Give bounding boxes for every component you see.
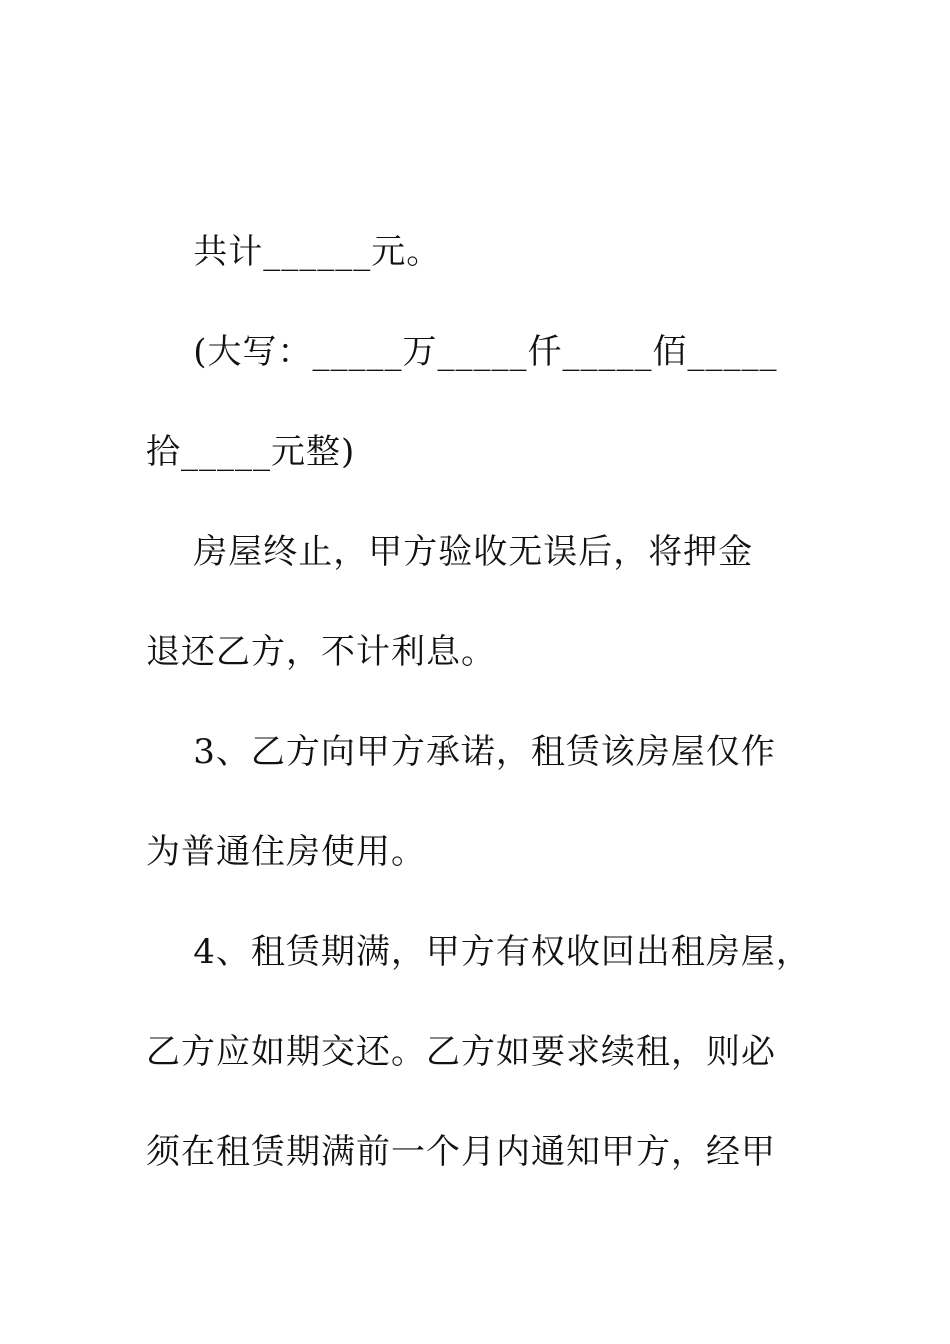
text-line-uppercase-amount-cont: 拾_____元整)	[146, 432, 356, 472]
text-line-clause-3-cont: 为普通住房使用。	[146, 832, 426, 872]
text-line-total: 共计______元。	[146, 232, 442, 272]
text-line-clause-4: 4、租赁期满，甲方有权收回出租房屋，	[146, 932, 811, 972]
text-line-deposit-return: 房屋终止，甲方验收无误后，将押金	[146, 532, 754, 572]
text-line-clause-4-cont: 乙方应如期交还。乙方如要求续租，则必	[146, 1032, 776, 1072]
text-line-deposit-return-cont: 退还乙方，不计利息。	[146, 632, 496, 672]
text-line-uppercase-amount: (大写：_____万_____仟_____佰_____	[146, 332, 778, 372]
text-line-clause-3: 3、乙方向甲方承诺，租赁该房屋仅作	[146, 732, 776, 772]
text-line-clause-4-cont-2: 须在租赁期满前一个月内通知甲方，经甲	[146, 1132, 776, 1172]
